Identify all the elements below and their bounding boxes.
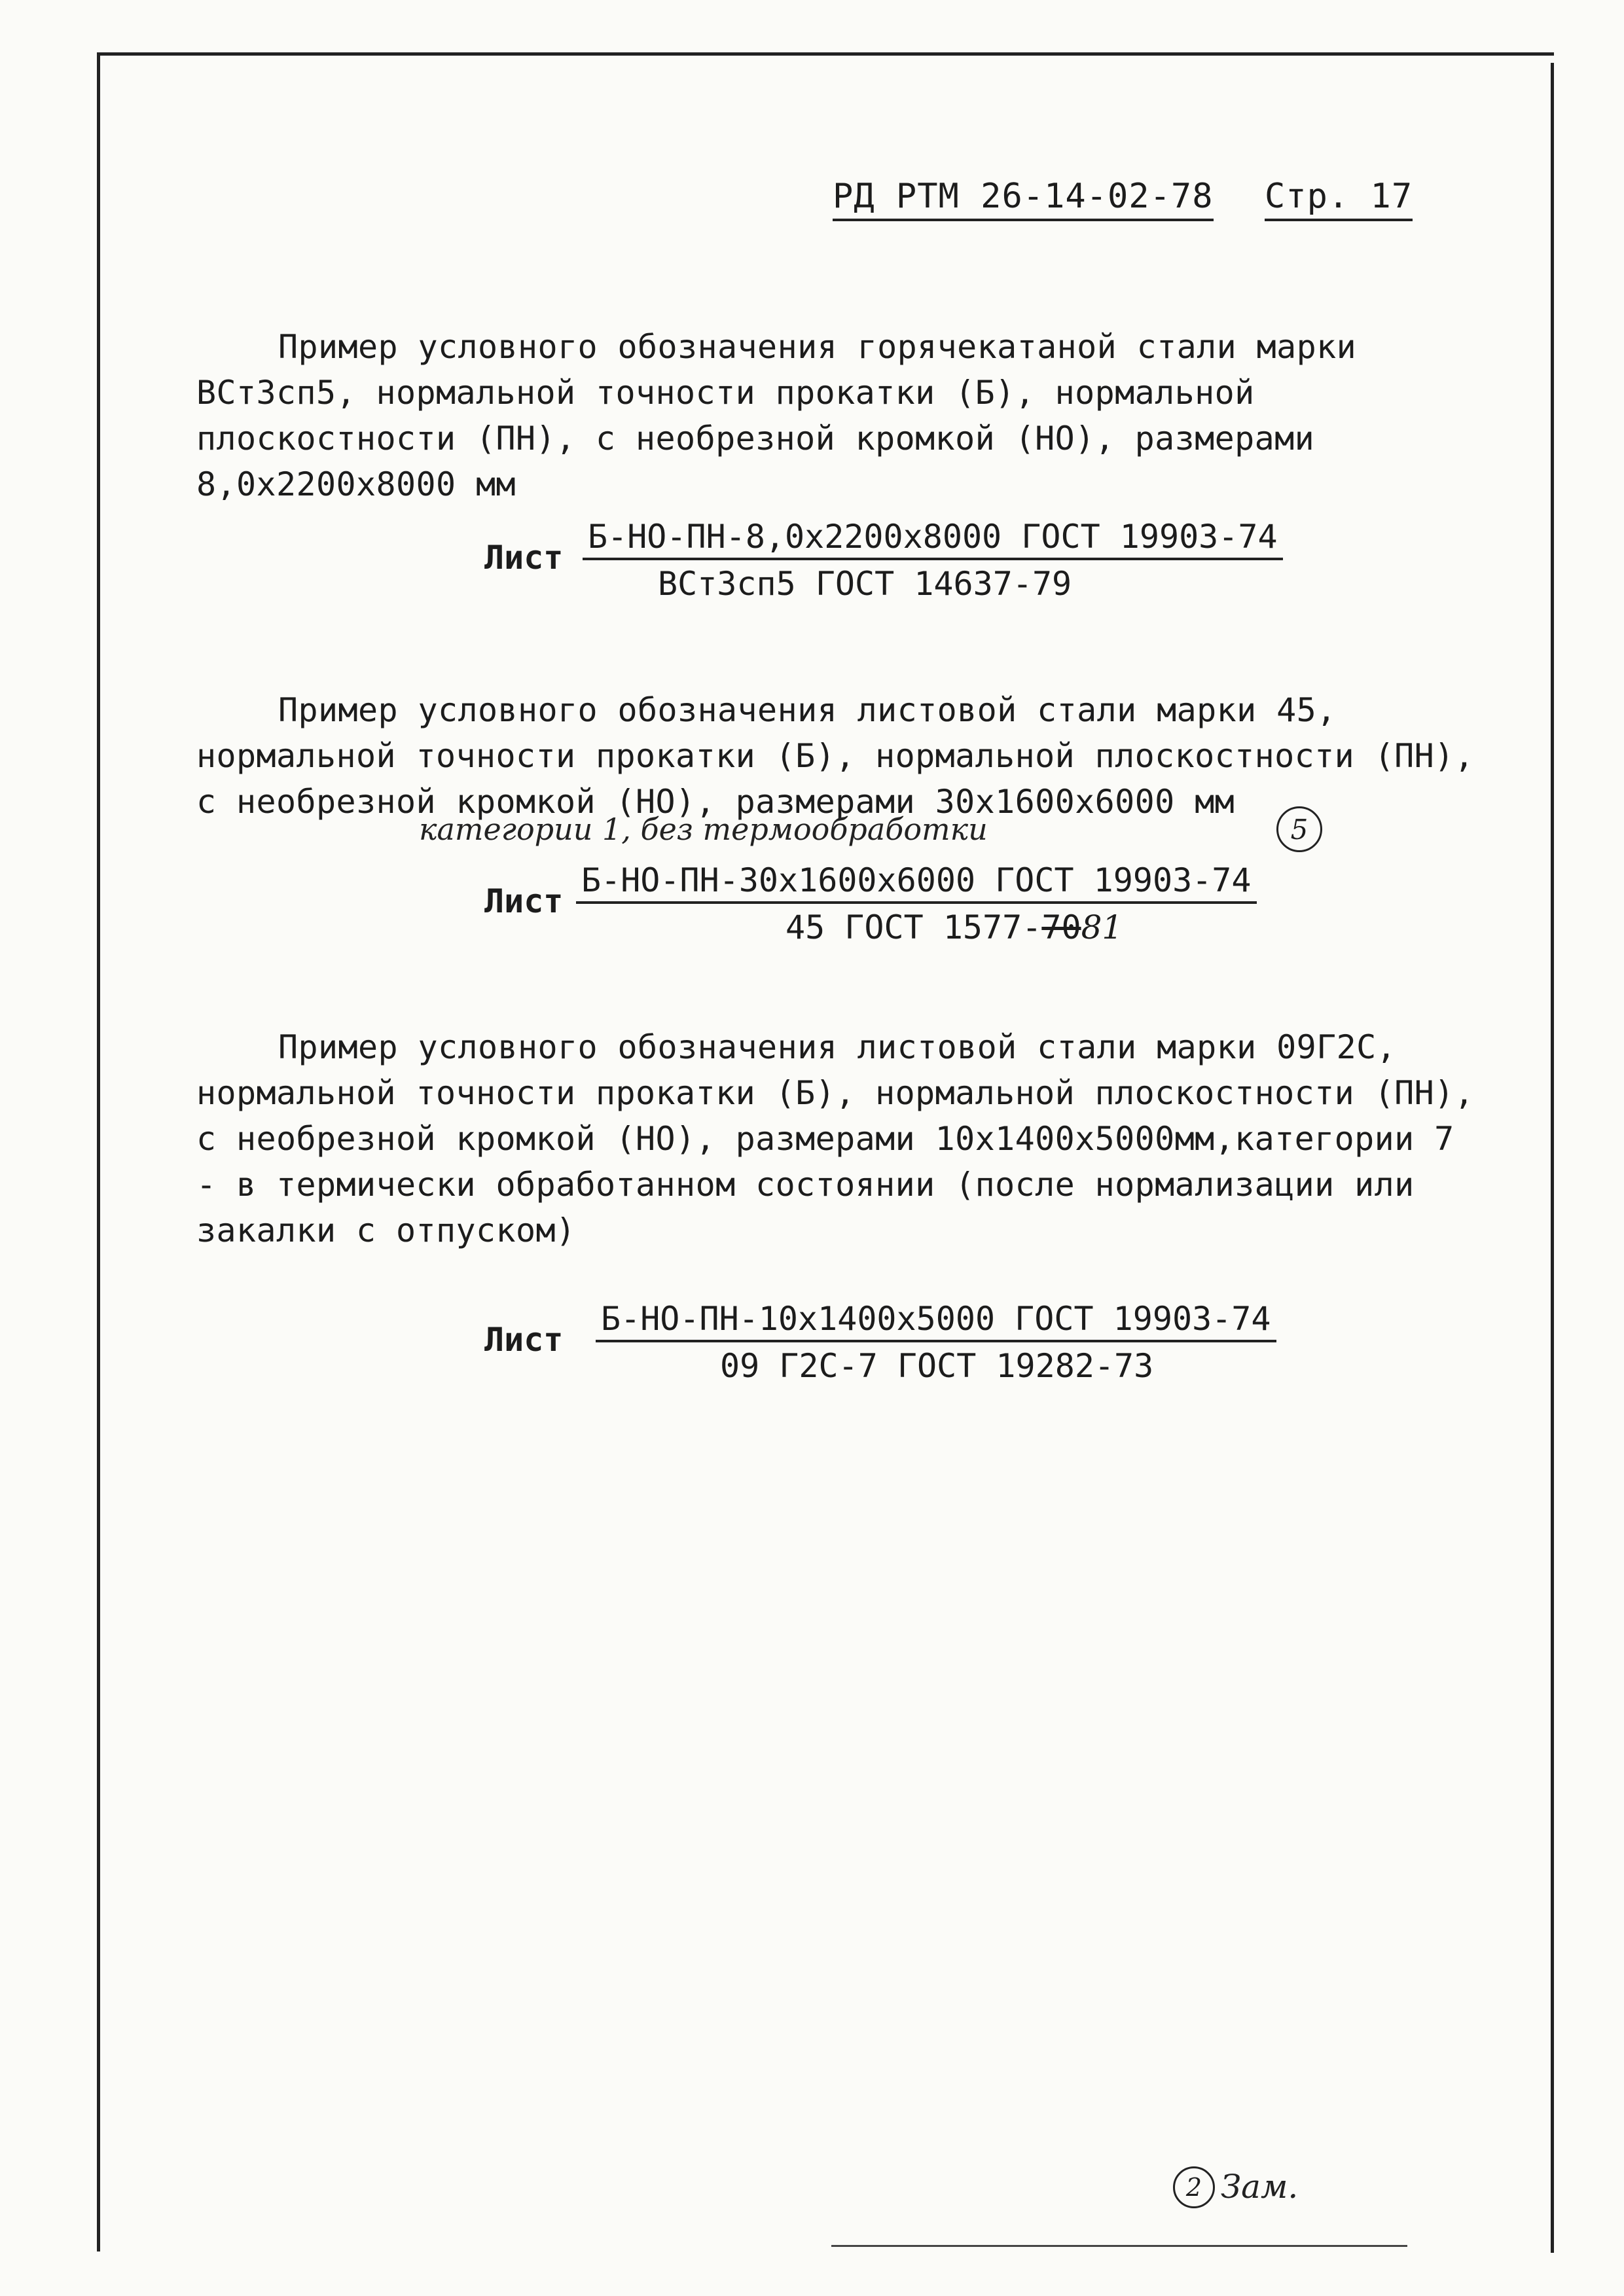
designation-numerator: Б-НО-ПН-8,0х2200х8000 ГОСТ 19903-74 <box>583 517 1283 560</box>
example-2-text: Пример условного обозначения листовой стали марки 45, нормальной точности прокатки (Б), нормальной плоскостности (ПН), с необрезной кромкой (НО), размерами 30х1600х6000 мм <box>196 691 1475 821</box>
designation-denominator: 45 ГОСТ 1577-7081 <box>785 908 1123 946</box>
designation-denominator: 09 Г2С-7 ГОСТ 19282-73 <box>720 1347 1154 1385</box>
example-2-designation <box>484 861 1335 952</box>
example-3-designation <box>484 1299 1335 1391</box>
designation-numerator: Б-НО-ПН-30х1600х6000 ГОСТ 19903-74 <box>576 861 1257 904</box>
page-frame-left <box>97 52 100 2251</box>
page-frame-top <box>97 52 1554 56</box>
page-frame-bottom <box>831 2245 1407 2247</box>
designation-numerator: Б-НО-ПН-10х1400х5000 ГОСТ 19903-74 <box>596 1299 1276 1342</box>
revision-note: Зам. <box>1221 2168 1299 2206</box>
example-1-text: Пример условного обозначения горячекатаной стали марки ВСт3сп5, нормальной точности прокатки (Б), нормальной плоскостности (ПН), с необрезной кромкой (НО), размерами 8,0х2200х8000 мм <box>196 328 1357 503</box>
document-code: РД РТМ 26-14-02-78 <box>833 177 1214 221</box>
designation-label: Лист <box>484 539 564 577</box>
designation-denominator: ВСт3сп5 ГОСТ 14637-79 <box>658 565 1072 603</box>
designation-label: Лист <box>484 1321 564 1359</box>
designation-label: Лист <box>484 882 564 920</box>
revision-number-circle: 2 <box>1173 2166 1215 2208</box>
circled-mark: 5 <box>1276 806 1322 852</box>
page-number: Стр. 17 <box>1265 177 1413 221</box>
example-3-text: Пример условного обозначения листовой стали марки 09Г2С, нормальной точности прокатки (Б), нормальной плоскостности (ПН), с необрезной кромкой (НО), размерами 10х1400х5000мм,категории 7 - в термически обработанном состоянии (после нормализации или закалки с отпуском) <box>196 1028 1475 1249</box>
example-1-designation <box>484 517 1335 609</box>
page-frame-right <box>1551 63 1554 2253</box>
handwritten-insert: категории 1, без термообработки <box>419 812 988 847</box>
